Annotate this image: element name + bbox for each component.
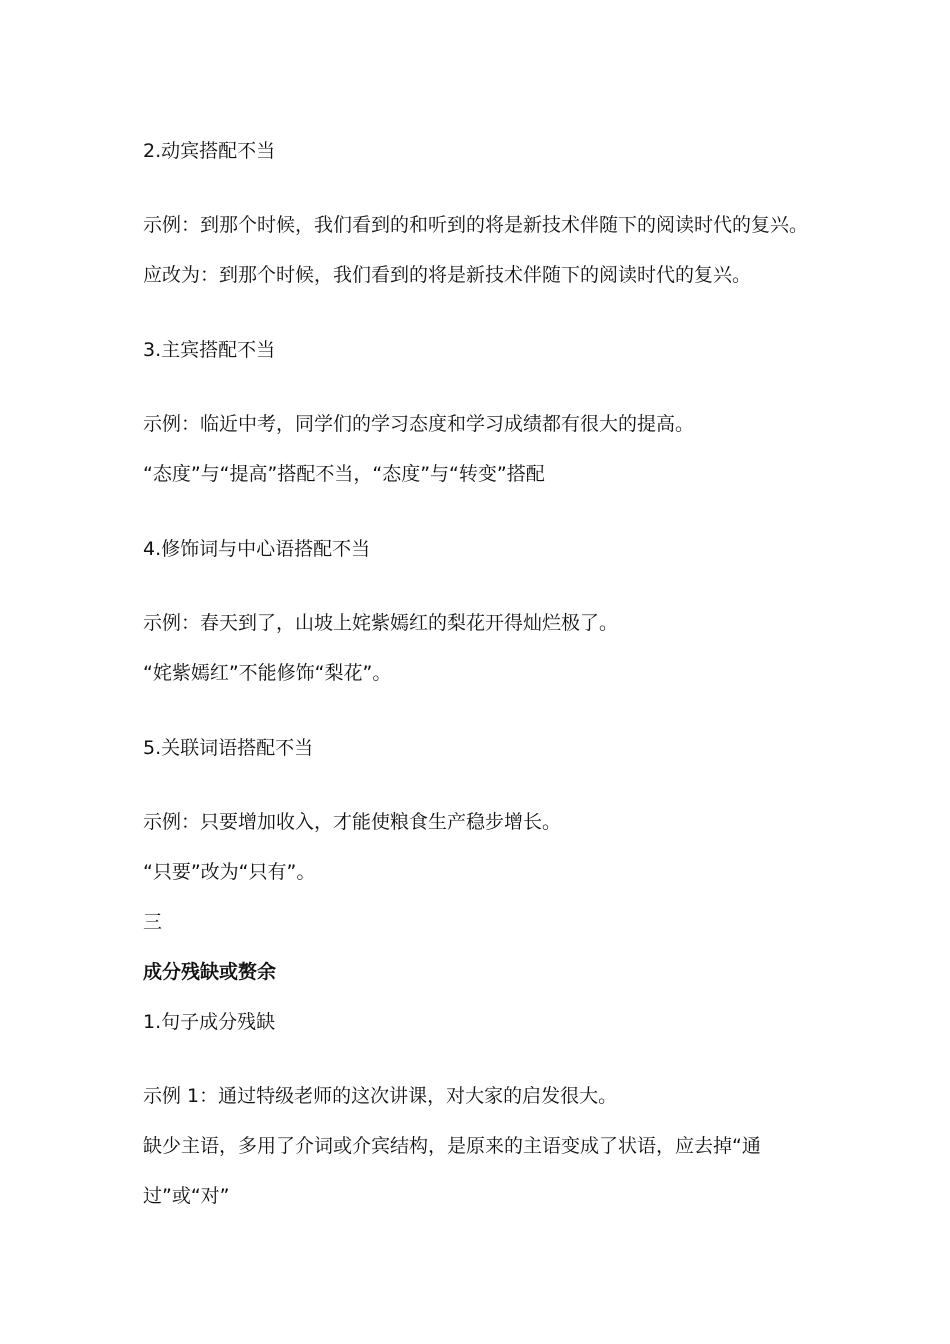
section-number-three: 三 [143,911,163,933]
note-conjunction: “只要”改为“只有”。 [143,861,316,883]
example-subject-object: 示例：临近中考，同学们的学习态度和学习成绩都有很大的提高。 [143,413,695,435]
heading-conjunction-mismatch: 5.关联词语搭配不当 [143,737,314,759]
heading-subject-object-mismatch: 3.主宾搭配不当 [143,339,276,361]
note-missing-component-line1: 缺少主语，多用了介词或介宾结构，是原来的主语变成了状语，应去掉“通 [143,1135,761,1157]
example-missing-component: 示例 1：通过特级老师的这次讲课，对大家的启发很大。 [143,1085,618,1107]
note-missing-component-line2: 过”或“对” [143,1185,230,1207]
example-modifier: 示例：春天到了，山坡上姹紫嫣红的梨花开得灿烂极了。 [143,612,619,634]
section-title-missing-redundant: 成分残缺或赘余 [143,961,277,983]
correction-verb-object: 应改为：到那个时候，我们看到的将是新技术伴随下的阅读时代的复兴。 [143,264,752,286]
heading-verb-object-mismatch: 2.动宾搭配不当 [143,140,276,162]
heading-missing-component: 1.句子成分残缺 [143,1011,276,1033]
example-conjunction: 示例：只要增加收入，才能使粮食生产稳步增长。 [143,811,562,833]
example-verb-object: 示例：到那个时候，我们看到的和听到的将是新技术伴随下的阅读时代的复兴。 [143,214,809,236]
heading-modifier-mismatch: 4.修饰词与中心语搭配不当 [143,538,371,560]
note-modifier: “姹紫嫣红”不能修饰“梨花”。 [143,662,392,684]
note-subject-object: “态度”与“提高”搭配不当，“态度”与“转变”搭配 [143,463,545,485]
